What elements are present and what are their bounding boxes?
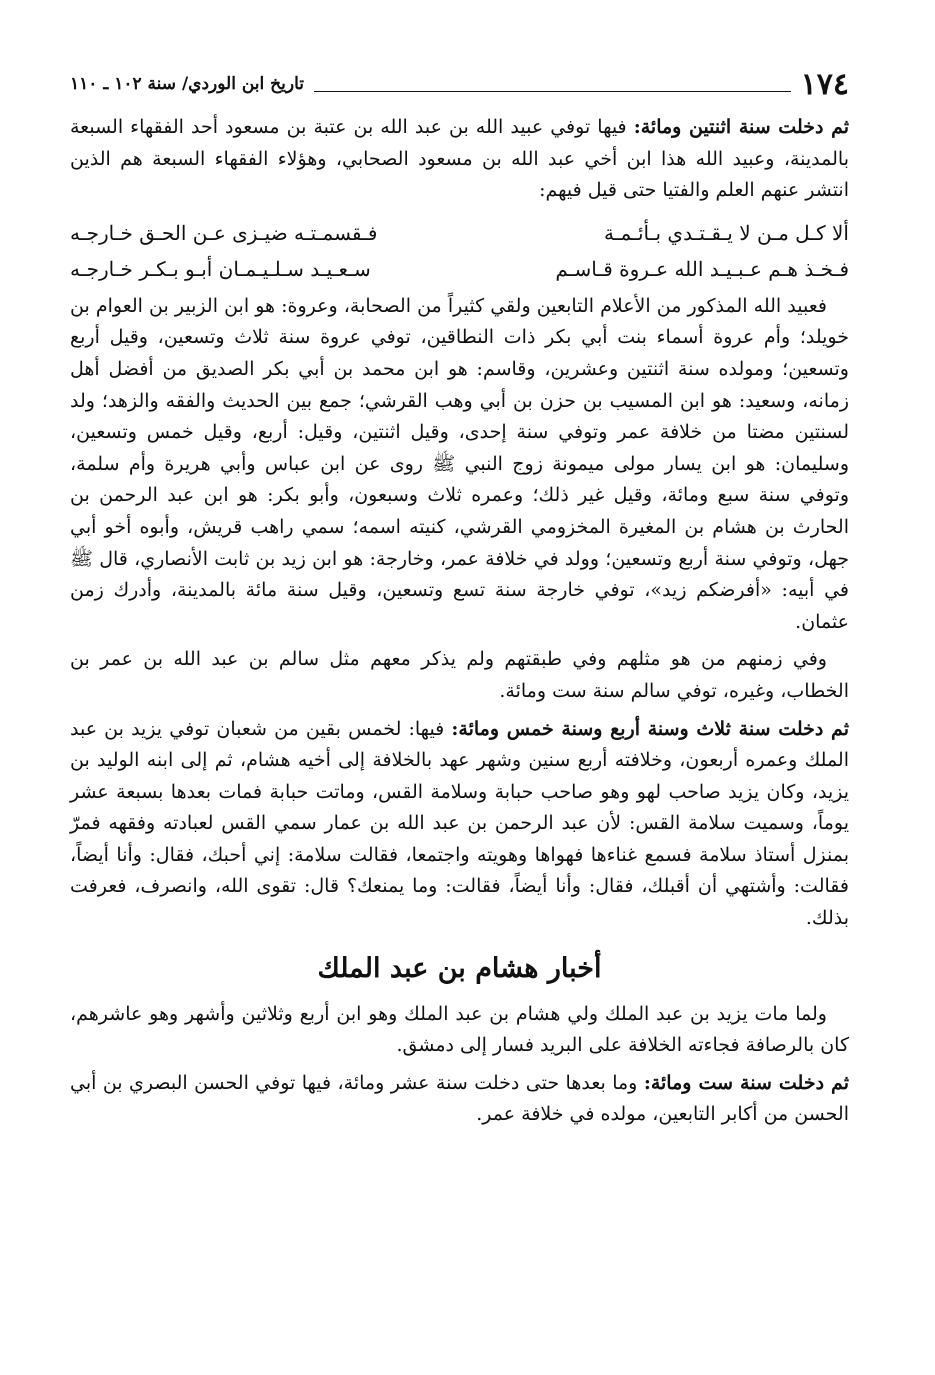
paragraph-lead: ثم دخلت سنة ست ومائة: [643, 1071, 849, 1094]
paragraph-years-103-105 [70, 714, 849, 935]
paragraph-year-106 [70, 1068, 849, 1131]
poem-verse [70, 215, 849, 287]
paragraph-lead: ثم دخلت سنة ثلاث وسنة أربع وسنة خمس ومائة: [451, 717, 849, 740]
running-head [70, 58, 849, 100]
paragraph-contemporaries: وفي زمنهم من هو مثلهم وفي طبقتهم ولم يذكر معهم مثل سالم بن عبد الله بن عمر بن الخطاب، وغيره، توفي سالم سنة ست ومائة. [70, 648, 849, 702]
verse-line-2-second-half: سـعـيـد سـلـيـمـان أبـو بـكـر خـارجـه [70, 256, 371, 281]
verse-line-1-second-half: فـقسمـتـه ضيـزى عـن الحـق خـارجـه [70, 220, 378, 245]
header-rule [314, 77, 791, 92]
verse-line-2-first-half: فـخـذ هـم عـبـيـد الله عـروة قـاسـم [555, 256, 849, 281]
paragraph-text: وما بعدها حتى دخلت سنة عشر ومائة، فيها توفي الحسن البصري بن أبي الحسن من أكابر التابعين، مولده في خلافة عمر. [70, 1071, 849, 1126]
paragraph-lead: ثم دخلت سنة اثنتين ومائة: [633, 116, 850, 138]
paragraph-text: فيها: لخمس بقين من شعبان توفي يزيد بن عبد الملك وعمره أربعون، وخلافته أربع سنين وشهر عهد بالخلافة إلى أخيه هشام، ثم إلى ابنه الوليد بن يزيد، وكان يزيد صاحب لهو وهو صاحب حبابة وسلامة القس، وماتت حبابة فمات بعدها بسبعة عشر يوماً، وسميت سلامة القس: لأن عبد الرحمن بن عبد الله بن عمار سمي القس لعبادته وفقهه فمرّ بمنزل أستاذ سلامة فسمع غناءها فهواها وهويته واجتمعا، فقالت سلامة: إني أحبك، فقال: وأنا أيضاً، فقالت: وأشتهي أن أقبلك، فقال: وأنا أيضاً، فقالت: وما يمنعك؟ قال: تقوى الله، وانصرف، فعرفت بذلك. [70, 717, 849, 930]
paragraph-hisham-accession: ولما مات يزيد بن عبد الملك ولي هشام بن عبد الملك وهو ابن أربع وثلاثين وأشهر وهو عاشرهم، كان بالرصافة فجاءته الخلافة على البريد فسار إلى دمشق. [70, 1002, 849, 1057]
paragraph-text: فيها توفي عبيد الله بن عبد الله بن عتبة بن مسعود أحد الفقهاء السبعة بالمدينة، وعبيد الله هذا ابن أخي عبد الله بن مسعود الصحابي، وهؤلاء الفقهاء السبعة هم الذين انتشر عنهم العلم والفتيا حتى قيل فيهم: [70, 116, 849, 202]
running-title: تاريخ ابن الوردي/ سنة ١٠٢ ـ ١١٠ [70, 74, 305, 94]
verse-line-1-first-half: ألا كـل مـن لا يـقـتـدي بـأئـمـة [603, 220, 849, 245]
paragraph-seven-jurists: فعبيد الله المذكور من الأعلام التابعين ولقي كثيراً من الصحابة، وعروة: هو ابن الزبير بن العوام بن خويلد؛ وأم عروة أسماء بنت أبي بكر ذات النطاقين، توفي عروة سنة ثلاث وتسعين، وقيل أربع وتسعين؛ ومولده سنة اثنتين وعشرين، وقاسم: هو ابن محمد بن أبي بكر الصديق من أفضل أهل زمانه، وسعيد: هو ابن المسيب بن حزن بن أبي وهب القرشي؛ جمع بين الحديث والفقه والزهد؛ ولد لسنتين مضتا من خلافة عمر وتوفي سنة إحدى، وقيل اثنتين، وقيل: أربع، وقيل خمس وتسعين، وسليمان: هو ابن يسار مولى ميمونة زوج النبي ﷺ روى عن ابن عباس وأبي هريرة وأم سلمة، وتوفي سنة سبع ومائة، وقيل غير ذلك؛ وعمره ثلاث وسبعون، وأبو بكر: هو ابن عبد الرحمن بن الحارث بن هشام بن المغيرة المخزومي القرشي، كنيته اسمه؛ سمي راهب قريش، وأبوه أخو أبي جهل، وتوفي سنة أربع وتسعين؛ وولد في خلافة عمر، وخارجة: هو ابن زيد بن ثابت الأنصاري، قال ﷺ في أبيه: «أفرضكم زيد»، توفي خارجة سنة تسع وتسعين، وقيل سنة مائة بالمدينة، وأدرك زمن عثمان. [70, 294, 849, 633]
section-heading: أخبار هشام بن عبد الملك [317, 952, 602, 984]
page-number: ١٧٤ [800, 67, 849, 102]
paragraph-year-102 [70, 112, 849, 207]
